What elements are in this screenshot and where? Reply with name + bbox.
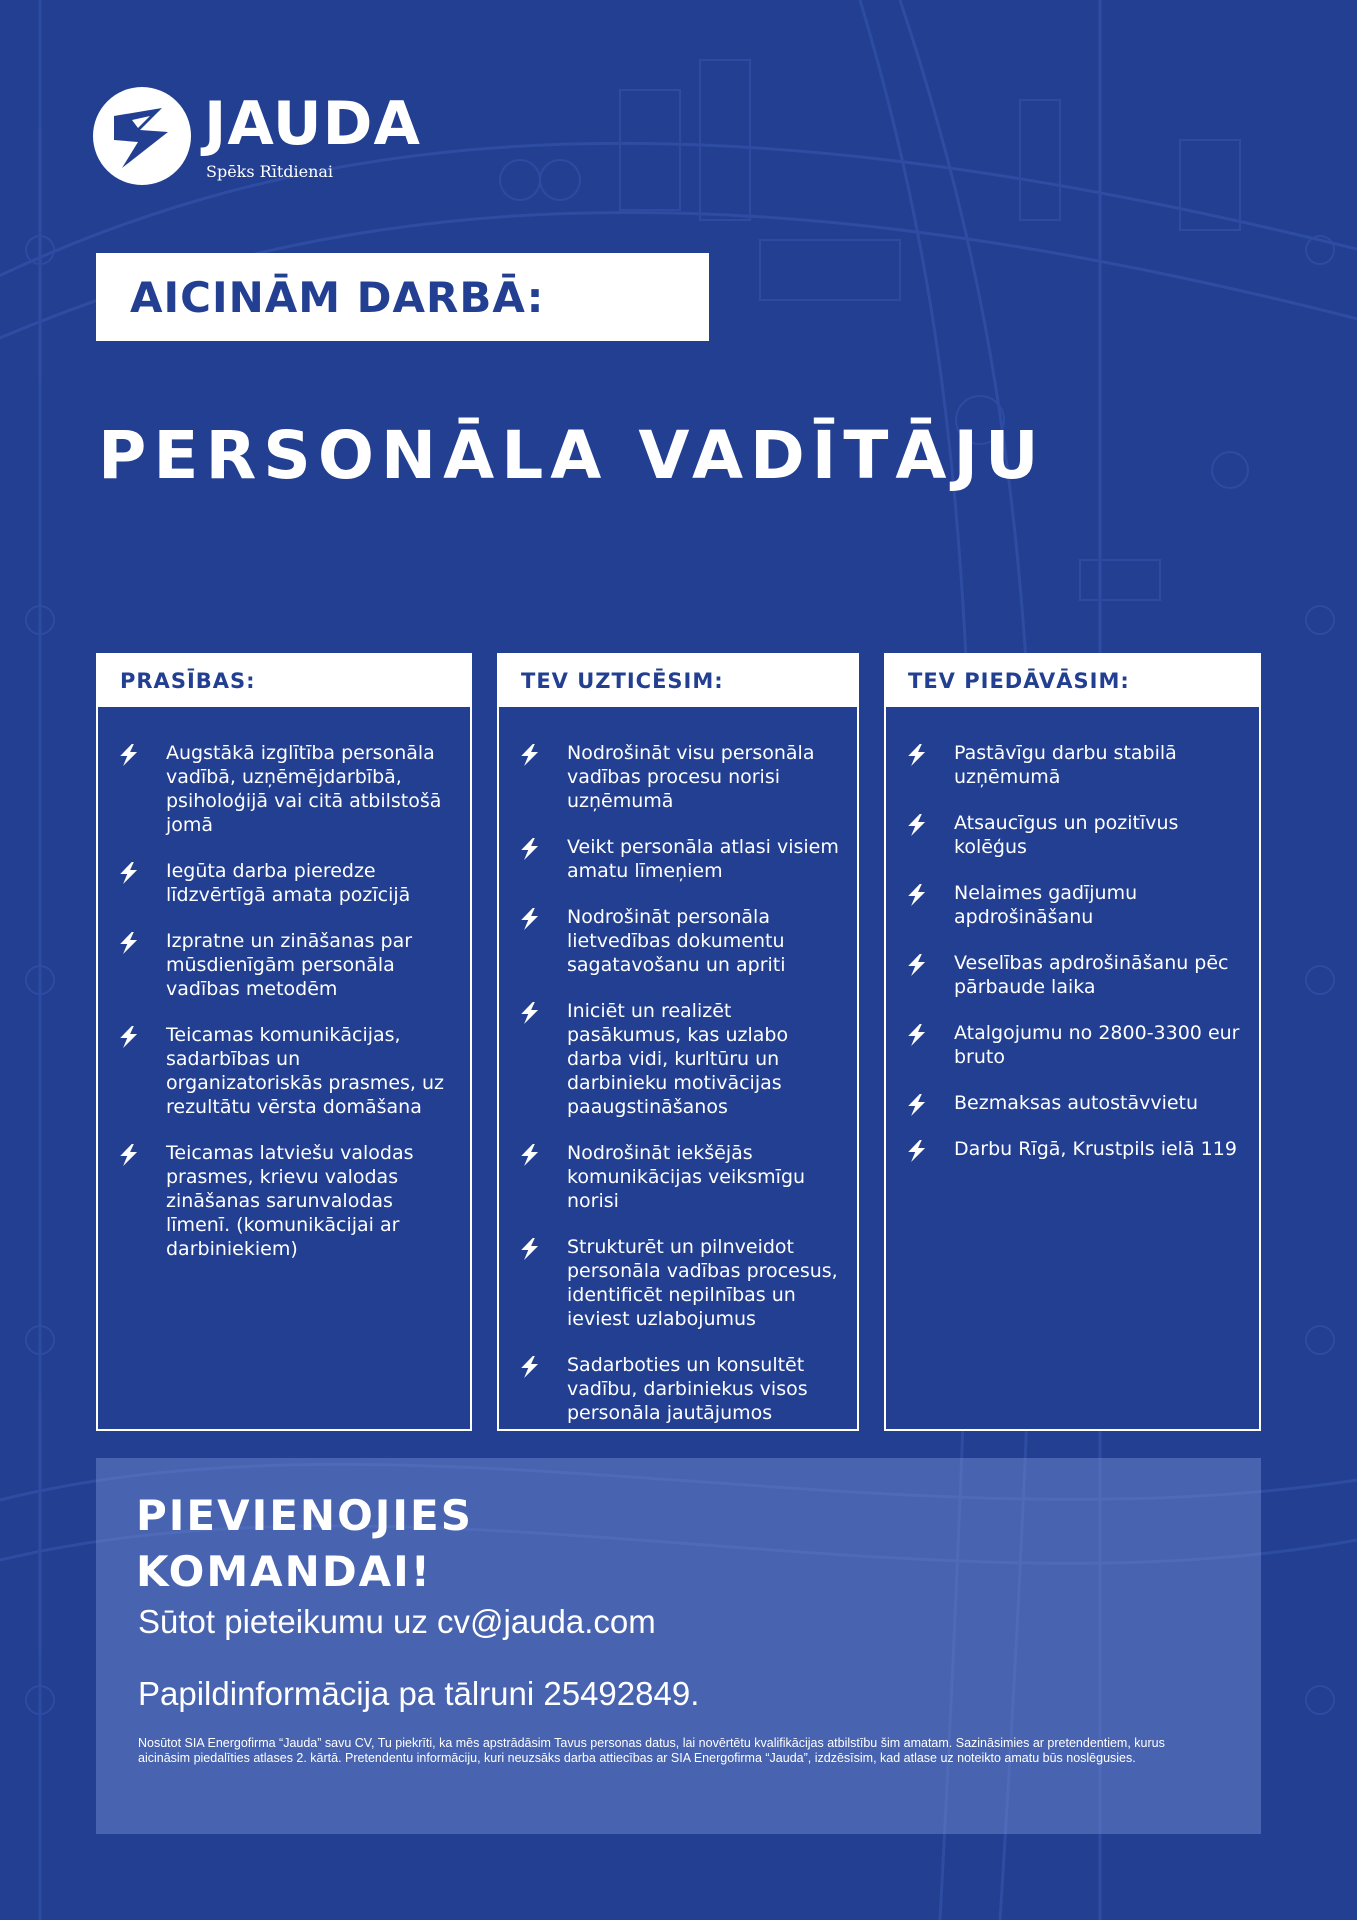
lightning-bolt-icon [904,1023,928,1047]
list-item-text: Veikt personāla atlasi visiem amatu līmeņiem [567,836,839,882]
list-item [116,741,460,837]
list-item [904,811,1249,859]
lightning-bolt-icon [904,1093,928,1117]
column-header [886,655,1259,707]
requirements-list [116,741,460,1283]
join-team-panel [96,1458,1261,1834]
list-item [116,1023,460,1119]
list-item [517,905,847,977]
logo-tagline: Spēks Rītdienai [206,162,334,181]
list-item-text: Nodrošināt iekšējās komunikācijas veiksmīgu norisi [567,1142,806,1212]
list-item [517,1141,847,1213]
column-header [98,655,470,707]
column-title: TEV UZTICĒSIM: [521,669,724,693]
lightning-bolt-icon [116,1143,140,1167]
lightning-bolt-icon [904,1139,928,1163]
company-logo [92,86,452,190]
lightning-bolt-icon [904,883,928,907]
list-item-text: Strukturēt un pilnveidot personāla vadības procesus, identificēt nepilnības un ieviest uzlabojumus [567,1236,838,1330]
list-item [517,1235,847,1331]
offer-column [884,653,1261,1431]
lightning-bolt-icon [517,1237,541,1261]
lightning-bolt-icon [517,907,541,931]
list-item-text: Darbu Rīgā, Krustpils ielā 119 [954,1138,1237,1160]
lightning-bolt-icon [116,1025,140,1049]
list-item [517,835,847,883]
logo-wordmark: JAUDA [204,89,421,159]
position-title: PERSONĀLA VADĪTĀJU [98,417,1046,494]
list-item [904,1137,1249,1161]
invite-heading: AICINĀM DARBĀ: [130,273,545,322]
responsibilities-column [497,653,859,1431]
list-item-text: Bezmaksas autostāvvietu [954,1092,1199,1114]
list-item-text: Iniciēt un realizēt pasākumus, kas uzlabo darba vidi, kurltūru un darbinieku motivācijas paaugstināšanos [567,1000,789,1118]
column-title: TEV PIEDĀVĀSIM: [908,669,1130,693]
list-item-text: Nodrošināt personāla lietvedības dokumentu sagatavošanu un apriti [567,906,786,976]
list-item [904,1021,1249,1069]
lightning-bolt-icon [116,743,140,767]
lightning-bolt-icon [116,931,140,955]
list-item-text: Augstākā izglītība personāla vadībā, uzņēmējdarbībā, psiholoģijā vai citā atbilstošā jomā [166,742,442,836]
invite-banner [96,253,709,341]
responsibilities-list [517,741,847,1447]
column-header [499,655,857,707]
list-item-text: Sadarboties un konsultēt vadību, darbiniekus visos personāla jautājumos [567,1354,808,1424]
list-item-text: Veselības apdrošināšanu pēc pārbaude laika [954,952,1229,998]
join-team-heading-line1: PIEVIENOJIES [136,1491,473,1540]
join-team-heading-line2: KOMANDAI! [136,1547,432,1596]
lightning-bolt-icon [517,1355,541,1379]
list-item-text: Nelaimes gadījumu apdrošināšanu [954,882,1138,928]
list-item [904,951,1249,999]
list-item-text: Pastāvīgu darbu stabilā uzņēmumā [954,742,1177,788]
lightning-bolt-icon [517,837,541,861]
list-item-text: Teicamas komunikācijas, sadarbības un organizatoriskās prasmes, uz rezultātu vērsta domāšana [166,1024,444,1118]
lightning-bolt-icon [904,953,928,977]
apply-email-text[interactable]: Sūtot pieteikumu uz cv@jauda.com [138,1603,656,1640]
contact-phone-text[interactable]: Papildinformācija pa tālruni 25492849. [138,1675,700,1712]
lightning-bolt-icon [517,1001,541,1025]
column-title: PRASĪBAS: [120,669,256,693]
lightning-bolt-icon [116,861,140,885]
list-item [904,881,1249,929]
requirements-column [96,653,472,1431]
list-item-text: Iegūta darba pieredze līdzvērtīgā amata pozīcijā [166,860,411,906]
list-item [517,741,847,813]
list-item [517,1353,847,1425]
list-item-text: Izpratne un zināšanas par mūsdienīgām personāla vadības metodēm [166,930,413,1000]
list-item-text: Nodrošināt visu personāla vadības procesu norisi uzņēmumā [567,742,815,812]
lightning-bolt-icon [517,743,541,767]
list-item [116,859,460,907]
lightning-bolt-icon [904,813,928,837]
privacy-disclaimer: Nosūtot SIA Energofirma “Jauda” savu CV, Tu piekrīti, ka mēs apstrādāsim Tavus personas datus, lai novērtētu kvalifikācijas atbilstību šim amatam. Sazināsimies ar pretendentiem, kurus aicināsim piedalīties atlases 2. kārtā. Pretendentu informāciju, kuri neuzsāks darba attiecības ar SIA Energofirma “Jauda”, izdzēsīsim, kad atlase uz noteikto amatu būs noslēgusies. [138,1736,1165,1765]
list-item [904,741,1249,789]
list-item-text: Atalgojumu no 2800-3300 eur bruto [954,1022,1240,1068]
list-item [116,929,460,1001]
list-item-text: Teicamas latviešu valodas prasmes, krievu valodas zināšanas sarunvalodas līmenī. (komunikācijai ar darbiniekiem) [166,1142,414,1260]
join-team-heading [136,1488,473,1600]
lightning-bolt-icon [517,1143,541,1167]
lightning-bolt-icon [904,743,928,767]
offer-list [904,741,1249,1183]
list-item [904,1091,1249,1115]
list-item-text: Atsaucīgus un pozitīvus kolēģus [954,812,1179,858]
list-item [116,1141,460,1261]
jauda-bolt-logo-icon [92,86,192,186]
list-item [517,999,847,1119]
